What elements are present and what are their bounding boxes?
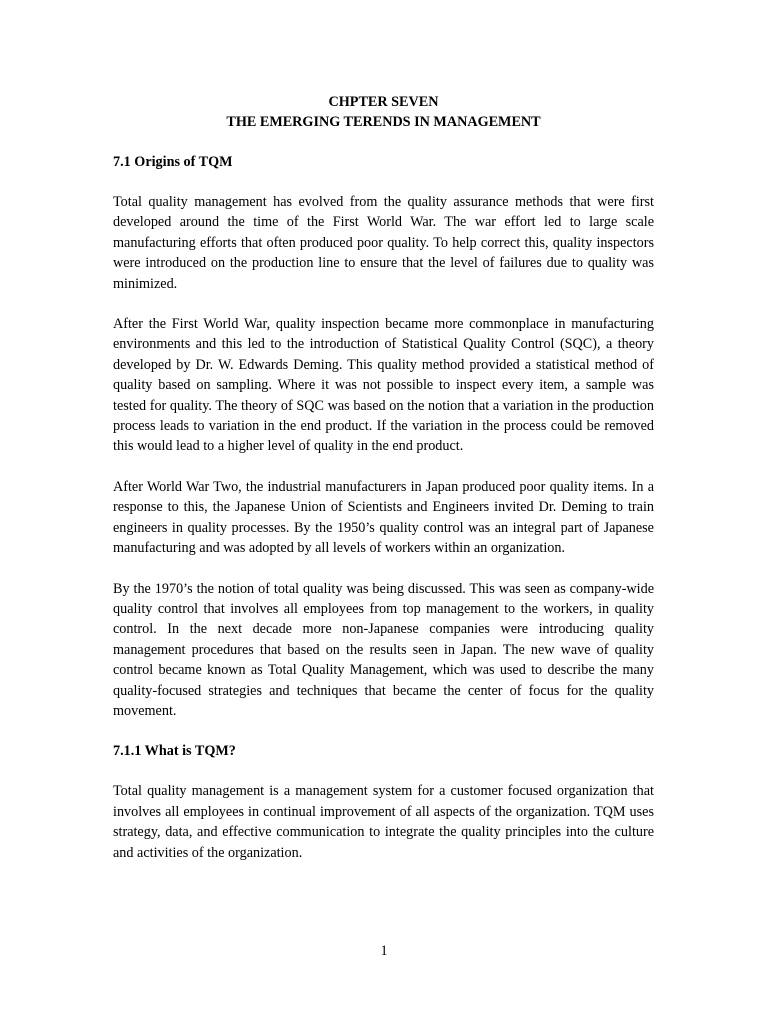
paragraph: Total quality management is a management system for a customer focused organization that involves all employees in continual improvement of all aspects of the organization. TQM uses strategy, data, and effective communication to integrate the quality principles into the culture and activities of the organization. bbox=[113, 783, 654, 861]
paragraph: After World War Two, the industrial manufacturers in Japan produced poor quality items. In a response to this, the Japanese Union of Scientists and Engineers invited Dr. Deming to train engineers in quality processes. By the 1950’s quality control was an integral part of Japanese manufacturing and was adopted by all levels of workers within an organization. bbox=[113, 478, 654, 557]
paragraph: By the 1970’s the notion of total quality was being discussed. This was seen as company-wide quality control that involves all employees from top management to the workers, in quality control. In the next decade more non-Japanese companies were introducing quality management procedures that based on the results seen in Japan. The new wave of quality control became known as Total Quality Management, which was used to describe the many quality-focused strategies and techniques that became the center of focus for the quality movement. bbox=[113, 580, 654, 719]
section-what-is-tqm bbox=[113, 741, 654, 863]
section-heading: 7.1.1 What is TQM? bbox=[113, 743, 236, 760]
paragraph: After the First World War, quality inspection became more commonplace in manufacturing environments and this led to the introduction of Statistical Quality Control (SQC), a theory developed by Dr. W. Edwards Deming. This quality method provided a statistical method of quality based on sampling. Where it was not possible to inspect every item, a sample was tested for quality. The theory of SQC was based on the notion that a variation in the production process leads to variation in the end product. If the variation in the process could be removed this would lead to a higher level of quality in the end product. bbox=[113, 316, 654, 455]
section-heading: 7.1 Origins of TQM bbox=[113, 154, 233, 170]
page-number: 1 bbox=[380, 943, 388, 959]
section-origins-of-tqm bbox=[113, 152, 654, 721]
chapter-title: CHPTER SEVEN bbox=[328, 94, 439, 110]
paragraph: Total quality management has evolved from the quality assurance methods that were first developed around the time of the First World War. The war effort led to large scale manufacturing efforts that often produced poor quality. To help correct this, quality inspectors were introduced on the production line to ensure that the level of failures due to quality was minimized. bbox=[113, 194, 654, 292]
chapter-title-block bbox=[113, 92, 654, 132]
chapter-subtitle: THE EMERGING TERENDS IN MANAGEMENT bbox=[226, 114, 541, 130]
